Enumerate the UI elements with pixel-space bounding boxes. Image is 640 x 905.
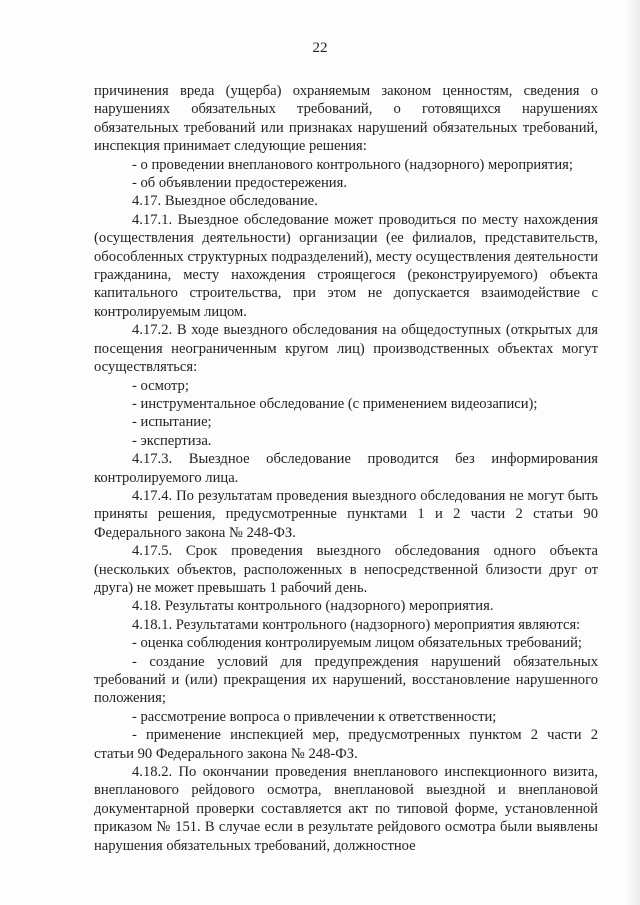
- paragraph: 4.17.2. В ходе выездного обследования на общедоступных (открытых для посещения неограниченным кругом лиц) производственных объектах могут осуществляться:: [94, 322, 598, 376]
- document-body: [94, 82, 598, 855]
- paragraph: 4.17.5. Срок проведения выездного обследования одного объекта (нескольких объектов, расположенных в непосредственной близости друг от друга) не может превышать 1 рабочий день.: [94, 543, 598, 596]
- paragraph: 4.17. Выездное обследование.: [132, 193, 318, 210]
- paragraph: - инструментальное обследование (с применением видеозаписи);: [132, 395, 538, 412]
- paragraph: 4.17.1. Выездное обследование может проводиться по месту нахождения (осуществления деятельности) организации (ее филиалов, представительств, обособленных структурных подразделений), месту осуществления деятельности гражданина, месту нахождения строящегося (реконструируемого) объекта капитального строительства, при этом не допускается взаимодействие с контролируемым лицом.: [94, 211, 598, 320]
- paragraph: - рассмотрение вопроса о привлечении к ответственности;: [132, 708, 497, 725]
- page-edge: [626, 0, 640, 905]
- paragraph: - осмотр;: [132, 377, 189, 394]
- paragraph: - применение инспекцией мер, предусмотренных пунктом 2 части 2 статьи 90 Федерального закона № 248-ФЗ.: [94, 727, 598, 762]
- paragraph: 4.17.3. Выездное обследование проводится без информирования контролируемого лица.: [94, 451, 598, 486]
- paragraph: - экспертиза.: [132, 432, 212, 449]
- paragraph: - создание условий для предупреждения нарушений обязательных требований и (или) прекращения их нарушений, восстановление нарушенного положения;: [94, 653, 598, 707]
- paragraph: 4.18.2. По окончании проведения внепланового инспекционного визита, внепланового рейдового осмотра, внеплановой выездной и внеплановой документарной проверки составляется акт по типовой форме, установленной приказом № 151. В случае если в результате рейдового осмотра были выявлены нарушения обязательных требований, должностное: [94, 764, 598, 854]
- paragraph: 4.18.1. Результатами контрольного (надзорного) мероприятия являются:: [132, 616, 581, 633]
- paragraph: 4.18. Результаты контрольного (надзорного) мероприятия.: [132, 598, 494, 615]
- paragraph: - оценка соблюдения контролируемым лицом обязательных требований;: [132, 635, 582, 652]
- paragraph: - о проведении внепланового контрольного (надзорного) мероприятия;: [132, 156, 573, 173]
- paragraph: причинения вреда (ущерба) охраняемым законом ценностям, сведения о нарушениях обязательных требований, о готовящихся нарушениях обязательных требований или признаках нарушений обязательных требований, инспекция принимает следующие решения:: [94, 83, 598, 155]
- paragraph: - об объявлении предостережения.: [132, 175, 347, 192]
- paragraph: - испытание;: [132, 414, 212, 431]
- page-number: 22: [312, 40, 328, 56]
- paragraph: 4.17.4. По результатам проведения выездного обследования не могут быть приняты решения, предусмотренные пунктами 1 и 2 части 2 статьи 90 Федерального закона № 248-ФЗ.: [94, 487, 598, 541]
